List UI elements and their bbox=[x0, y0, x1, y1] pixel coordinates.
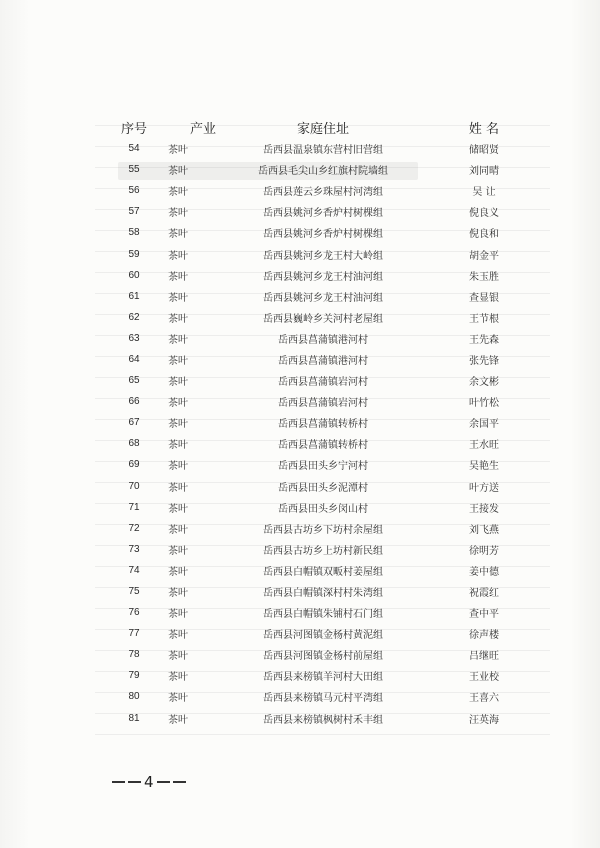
row-address-cell: 岳西县姚河乡龙王村大岭组 bbox=[263, 250, 383, 262]
row-number-cell: 67 bbox=[128, 417, 140, 429]
row-number-cell: 79 bbox=[128, 670, 140, 682]
row-address-cell: 岳西县菖蒲镇转桥村 bbox=[278, 419, 368, 431]
row-number-cell: 59 bbox=[128, 248, 140, 260]
table-row bbox=[100, 307, 560, 328]
row-address-cell: 岳西县白帽镇朱铺村石门组 bbox=[263, 609, 383, 621]
row-number-cell: 70 bbox=[128, 480, 140, 492]
table-row bbox=[100, 286, 560, 307]
header-number: 序号 bbox=[120, 121, 147, 137]
row-number-cell: 73 bbox=[128, 543, 140, 555]
row-name-cell: 王先森 bbox=[469, 334, 499, 346]
table-row bbox=[100, 328, 560, 349]
row-name-cell: 祝霞红 bbox=[469, 588, 499, 600]
table-row bbox=[100, 497, 560, 518]
table-row bbox=[100, 433, 560, 454]
row-industry-cell: 茶叶 bbox=[168, 651, 188, 663]
row-industry-cell: 茶叶 bbox=[168, 630, 188, 642]
row-number-cell: 77 bbox=[128, 628, 140, 640]
row-industry-cell: 茶叶 bbox=[168, 292, 188, 304]
row-industry-cell: 茶叶 bbox=[168, 566, 188, 578]
footer-dash-left bbox=[112, 781, 125, 783]
row-industry-cell: 茶叶 bbox=[168, 609, 188, 621]
row-address-cell: 岳西县河图镇金杨村前屋组 bbox=[263, 651, 383, 663]
row-address-cell: 岳西县莲云乡珠屋村河湾组 bbox=[263, 187, 383, 199]
row-number-cell: 78 bbox=[128, 649, 140, 661]
row-number-cell: 61 bbox=[128, 290, 140, 302]
row-name-cell: 倪良义 bbox=[469, 208, 499, 220]
row-name-cell: 王喜六 bbox=[469, 693, 499, 705]
row-industry-cell: 茶叶 bbox=[168, 229, 188, 241]
row-name-cell: 余文彬 bbox=[469, 377, 499, 389]
row-number-cell: 60 bbox=[128, 269, 140, 281]
row-address-cell: 岳西县田头乡泥潭村 bbox=[278, 482, 368, 494]
table-body bbox=[100, 138, 560, 729]
row-industry-cell: 茶叶 bbox=[168, 334, 188, 346]
row-address-cell: 岳西县来榜镇羊河村大田组 bbox=[263, 672, 383, 684]
row-address-cell: 岳西县温泉镇东营村旧营组 bbox=[263, 145, 383, 157]
row-number-cell: 75 bbox=[128, 586, 140, 598]
table-row bbox=[100, 159, 560, 180]
row-number-cell: 69 bbox=[128, 459, 140, 471]
row-number-cell: 66 bbox=[128, 396, 140, 408]
table-row bbox=[100, 412, 560, 433]
table-row bbox=[100, 201, 560, 222]
row-industry-cell: 茶叶 bbox=[168, 461, 188, 473]
row-address-cell: 岳西县田头乡宁河村 bbox=[278, 461, 368, 473]
page-number: 4 bbox=[144, 773, 154, 791]
row-address-cell: 岳西县白帽镇双畈村姜屋组 bbox=[263, 566, 383, 578]
table-row bbox=[100, 581, 560, 602]
row-name-cell: 姜中德 bbox=[469, 566, 499, 578]
row-address-cell: 岳西县菖蒲镇岩河村 bbox=[278, 398, 368, 410]
row-name-cell: 徐声楼 bbox=[469, 630, 499, 642]
row-industry-cell: 茶叶 bbox=[168, 693, 188, 705]
table-row bbox=[100, 391, 560, 412]
row-industry-cell: 茶叶 bbox=[168, 208, 188, 220]
row-name-cell: 胡金平 bbox=[469, 250, 499, 262]
row-name-cell: 王接发 bbox=[469, 503, 499, 515]
row-name-cell: 叶竹松 bbox=[469, 398, 499, 410]
table-row bbox=[100, 708, 560, 729]
row-name-cell: 汪英海 bbox=[469, 714, 499, 726]
row-name-cell: 朱玉胜 bbox=[469, 271, 499, 283]
row-address-cell: 岳西县姚河乡龙王村油河组 bbox=[263, 292, 383, 304]
row-industry-cell: 茶叶 bbox=[168, 672, 188, 684]
row-industry-cell: 茶叶 bbox=[168, 398, 188, 410]
table-row bbox=[100, 644, 560, 665]
row-address-cell: 岳西县来榜镇马元村平湾组 bbox=[263, 693, 383, 705]
row-industry-cell: 茶叶 bbox=[168, 250, 188, 262]
table-row bbox=[100, 665, 560, 686]
row-name-cell: 吕继旺 bbox=[469, 651, 499, 663]
row-number-cell: 68 bbox=[128, 438, 140, 450]
table-row bbox=[100, 686, 560, 707]
row-number-cell: 65 bbox=[128, 375, 140, 387]
row-number-cell: 64 bbox=[128, 353, 140, 365]
header-industry: 产业 bbox=[189, 121, 216, 137]
row-address-cell: 岳西县古坊乡下坊村余屋组 bbox=[263, 524, 383, 536]
row-number-cell: 71 bbox=[128, 501, 140, 513]
row-address-cell: 岳西县田头乡闵山村 bbox=[278, 503, 368, 515]
row-number-cell: 72 bbox=[128, 522, 140, 534]
row-industry-cell: 茶叶 bbox=[168, 145, 188, 157]
row-name-cell: 刘飞燕 bbox=[469, 524, 499, 536]
row-name-cell: 倪良和 bbox=[469, 229, 499, 241]
header-name: 姓 名 bbox=[468, 121, 500, 137]
row-name-cell: 徐明芳 bbox=[469, 545, 499, 557]
table-row bbox=[100, 138, 560, 159]
row-address-cell: 岳西县菖蒲镇港河村 bbox=[278, 334, 368, 346]
row-address-cell: 岳西县菖蒲镇港河村 bbox=[278, 355, 368, 367]
row-number-cell: 80 bbox=[128, 691, 140, 703]
row-number-cell: 63 bbox=[128, 332, 140, 344]
row-name-cell: 余国平 bbox=[469, 419, 499, 431]
row-number-cell: 54 bbox=[128, 143, 140, 155]
row-name-cell: 刘同晴 bbox=[469, 166, 499, 178]
row-name-cell: 储昭贤 bbox=[469, 145, 499, 157]
row-name-cell: 王节根 bbox=[469, 313, 499, 325]
row-number-cell: 62 bbox=[128, 311, 140, 323]
row-address-cell: 岳西县白帽镇深村村朱湾组 bbox=[263, 588, 383, 600]
row-name-cell: 王水旺 bbox=[469, 440, 499, 452]
row-name-cell: 吴艳生 bbox=[469, 461, 499, 473]
row-industry-cell: 茶叶 bbox=[168, 714, 188, 726]
row-industry-cell: 茶叶 bbox=[168, 377, 188, 389]
row-industry-cell: 茶叶 bbox=[168, 166, 188, 178]
footer-dash-left-2 bbox=[128, 781, 141, 783]
row-address-cell: 岳西县古坊乡上坊村新民组 bbox=[263, 545, 383, 557]
table-row bbox=[100, 349, 560, 370]
roster-table bbox=[100, 116, 560, 729]
footer-dash-right-2 bbox=[173, 781, 186, 783]
row-number-cell: 57 bbox=[128, 206, 140, 218]
row-address-cell: 岳西县巍岭乡关河村老屋组 bbox=[263, 313, 383, 325]
row-name-cell: 叶方送 bbox=[469, 482, 499, 494]
header-address: 家庭住址 bbox=[296, 121, 349, 137]
footer-dash-right bbox=[157, 781, 170, 783]
page-footer bbox=[112, 773, 186, 791]
row-address-cell: 岳西县菖蒲镇转桥村 bbox=[278, 440, 368, 452]
row-name-cell: 张先锋 bbox=[469, 355, 499, 367]
row-address-cell: 岳西县姚河乡香炉村树棵组 bbox=[263, 208, 383, 220]
row-number-cell: 58 bbox=[128, 227, 140, 239]
table-row bbox=[100, 454, 560, 475]
row-address-cell: 岳西县毛尖山乡红旗村院墙组 bbox=[258, 166, 388, 178]
row-industry-cell: 茶叶 bbox=[168, 440, 188, 452]
row-name-cell: 查显银 bbox=[469, 292, 499, 304]
row-number-cell: 55 bbox=[128, 164, 140, 176]
row-industry-cell: 茶叶 bbox=[168, 187, 188, 199]
row-industry-cell: 茶叶 bbox=[168, 503, 188, 515]
row-industry-cell: 茶叶 bbox=[168, 313, 188, 325]
table-row bbox=[100, 560, 560, 581]
table-row bbox=[100, 370, 560, 391]
table-row bbox=[100, 518, 560, 539]
row-address-cell: 岳西县姚河乡香炉村树棵组 bbox=[263, 229, 383, 241]
row-address-cell: 岳西县姚河乡龙王村油河组 bbox=[263, 271, 383, 283]
row-address-cell: 岳西县来榜镇枫树村禾丰组 bbox=[263, 714, 383, 726]
table-row bbox=[100, 243, 560, 264]
row-number-cell: 56 bbox=[128, 185, 140, 197]
row-industry-cell: 茶叶 bbox=[168, 588, 188, 600]
row-name-cell: 查中平 bbox=[469, 609, 499, 621]
table-row bbox=[100, 265, 560, 286]
row-number-cell: 76 bbox=[128, 607, 140, 619]
row-address-cell: 岳西县河图镇金杨村黄泥组 bbox=[263, 630, 383, 642]
row-industry-cell: 茶叶 bbox=[168, 271, 188, 283]
row-number-cell: 74 bbox=[128, 564, 140, 576]
table-row bbox=[100, 222, 560, 243]
row-address-cell: 岳西县菖蒲镇岩河村 bbox=[278, 377, 368, 389]
table-row bbox=[100, 180, 560, 201]
row-name-cell: 吴 让 bbox=[472, 187, 496, 199]
table-row bbox=[100, 623, 560, 644]
table-row bbox=[100, 539, 560, 560]
row-industry-cell: 茶叶 bbox=[168, 355, 188, 367]
row-number-cell: 81 bbox=[128, 712, 140, 724]
table-row bbox=[100, 476, 560, 497]
table-row bbox=[100, 602, 560, 623]
row-name-cell: 王业校 bbox=[469, 672, 499, 684]
row-industry-cell: 茶叶 bbox=[168, 524, 188, 536]
row-industry-cell: 茶叶 bbox=[168, 545, 188, 557]
row-industry-cell: 茶叶 bbox=[168, 419, 188, 431]
row-industry-cell: 茶叶 bbox=[168, 482, 188, 494]
table-header-row bbox=[100, 116, 560, 138]
